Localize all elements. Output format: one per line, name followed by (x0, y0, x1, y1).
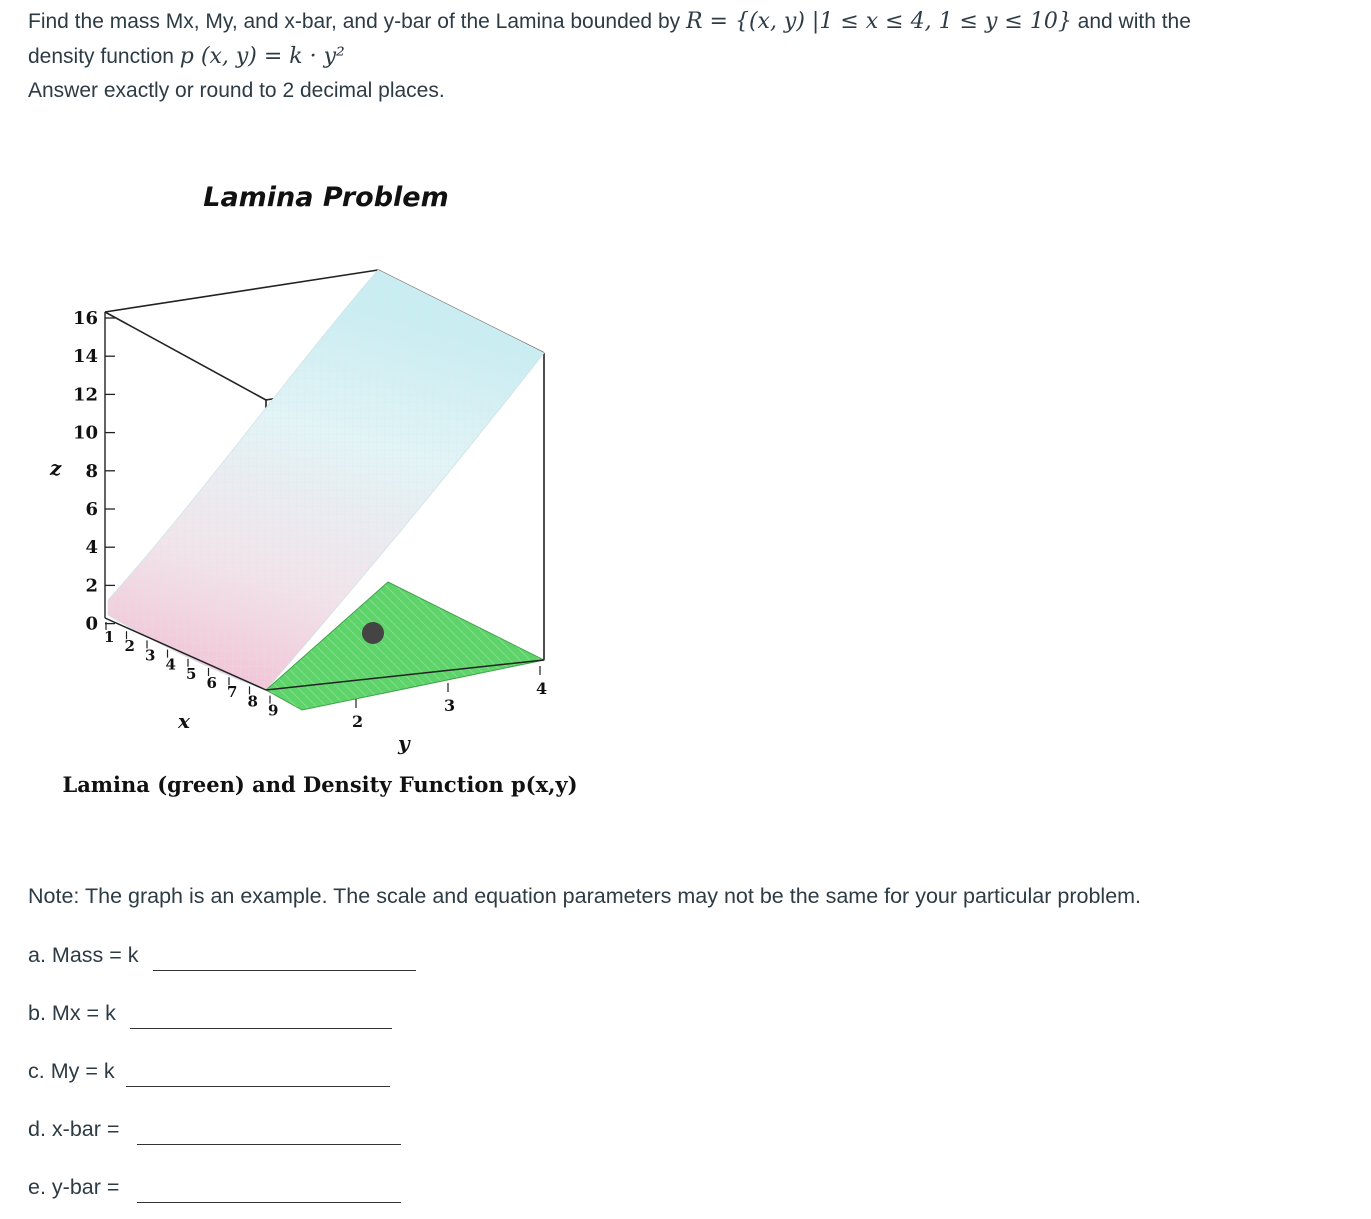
answer-row-xbar (28, 1117, 119, 1142)
instruction-text: Answer exactly or round to 2 decimal places. (28, 79, 445, 102)
z-tick-label: 2 (85, 575, 98, 597)
centroid-point (362, 622, 384, 644)
mx-input[interactable] (130, 998, 392, 1029)
my-input[interactable] (126, 1056, 390, 1087)
note-text: Note: The graph is an example. The scale and equation parameters may not be the same for your particular problem. (28, 884, 1142, 908)
mx-label: b. Mx = k (28, 1001, 116, 1025)
question-line-2 (28, 40, 345, 74)
answer-row-my (28, 1059, 115, 1084)
y-tick-label: 3 (444, 696, 456, 715)
answer-row-ybar (28, 1175, 119, 1200)
figure-caption: Lamina (green) and Density Function p(x,y) (62, 772, 578, 797)
x-tick-label: 9 (268, 701, 279, 720)
x-tick-label: 1 (104, 628, 115, 646)
x-tick-label: 8 (247, 692, 258, 711)
answer-row-mass (28, 943, 139, 968)
mass-label: a. Mass = k (28, 943, 139, 967)
x-tick-label: 4 (165, 655, 176, 674)
lamina-3d-plot (40, 170, 580, 810)
y-tick-label: 2 (352, 712, 364, 731)
figure-title: Lamina Problem (203, 182, 449, 213)
z-tick-label: 4 (85, 537, 98, 559)
x-tick-label: 2 (124, 637, 135, 656)
lamina-figure (40, 170, 580, 810)
xbar-input[interactable] (137, 1114, 401, 1145)
x-axis-label: x (178, 709, 190, 733)
y-axis-label: y (398, 731, 410, 755)
z-tick-label: 14 (72, 346, 98, 368)
my-label: c. My = k (28, 1059, 115, 1083)
z-tick-label: 8 (85, 460, 98, 482)
question-suffix: and with the (1077, 10, 1191, 33)
region-formula: R = {(x, y) |1 ≤ x ≤ 4, 1 ≤ y ≤ 10} (685, 9, 1072, 34)
x-tick-label: 6 (206, 674, 217, 692)
mass-input[interactable] (153, 940, 416, 971)
density-label: density function (28, 45, 174, 68)
z-axis-label: z (50, 456, 62, 480)
x-tick-label: 3 (145, 646, 156, 665)
z-axis-ticks (73, 308, 115, 635)
z-tick-label: 6 (85, 499, 98, 520)
ybar-label: e. y-bar = (28, 1175, 120, 1199)
z-tick-label: 0 (85, 613, 98, 635)
y-tick-label: 4 (536, 679, 548, 698)
x-tick-label: 5 (186, 664, 197, 683)
ybar-input[interactable] (137, 1172, 401, 1203)
xbar-label: d. x-bar = (28, 1117, 120, 1141)
answer-row-mx (28, 1001, 116, 1026)
question-line-1 (28, 5, 1191, 39)
x-tick-label: 7 (227, 683, 238, 702)
z-tick-label: 16 (72, 308, 98, 329)
z-tick-label: 10 (72, 422, 98, 444)
z-tick-label: 12 (72, 384, 98, 406)
density-formula: p (x, y) = k · y² (179, 44, 345, 69)
question-prefix: Find the mass Mx, My, and x-bar, and y-bar of the Lamina bounded by (28, 10, 681, 33)
